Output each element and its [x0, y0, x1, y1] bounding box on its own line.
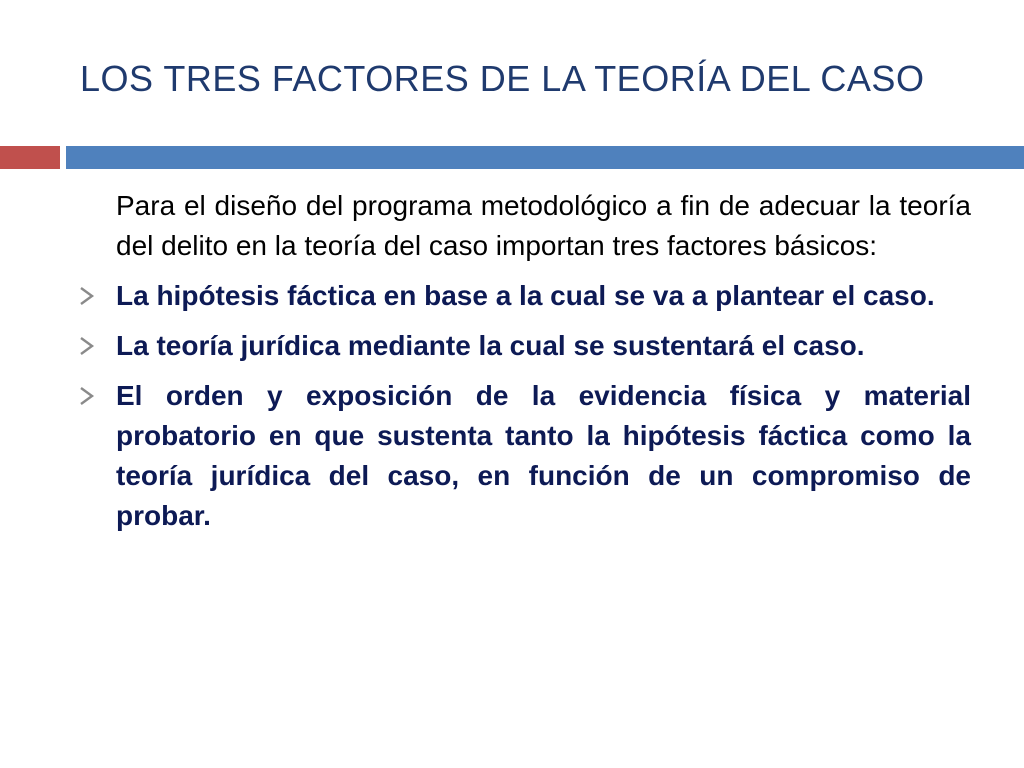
- bullet-item: [78, 276, 971, 316]
- bullet-text: La hipótesis fáctica en base a la cual se va a plantear el caso.: [116, 280, 935, 311]
- intro-paragraph: Para el diseño del programa metodológico a fin de adecuar la teoría del delito en la teoría del caso importan tres factores básicos:: [116, 190, 971, 261]
- arrow-bullet-icon: [78, 385, 96, 407]
- accent-bar-red: [0, 146, 60, 169]
- arrow-bullet-icon: [78, 335, 96, 357]
- accent-bar-blue: [66, 146, 1024, 169]
- slide-title: LOS TRES FACTORES DE LA TEORÍA DEL CASO: [80, 58, 925, 99]
- bullet-text: El orden y exposición de la evidencia física y material probatorio en que sustenta tanto la hipótesis fáctica como la teoría jurídica del caso, en función de un compromiso de probar.: [116, 380, 971, 531]
- slide-body: [78, 186, 971, 546]
- bullet-item: [78, 326, 971, 366]
- bullet-text: La teoría jurídica mediante la cual se sustentará el caso.: [116, 330, 865, 361]
- bullet-item: [78, 376, 971, 536]
- arrow-bullet-icon: [78, 285, 96, 307]
